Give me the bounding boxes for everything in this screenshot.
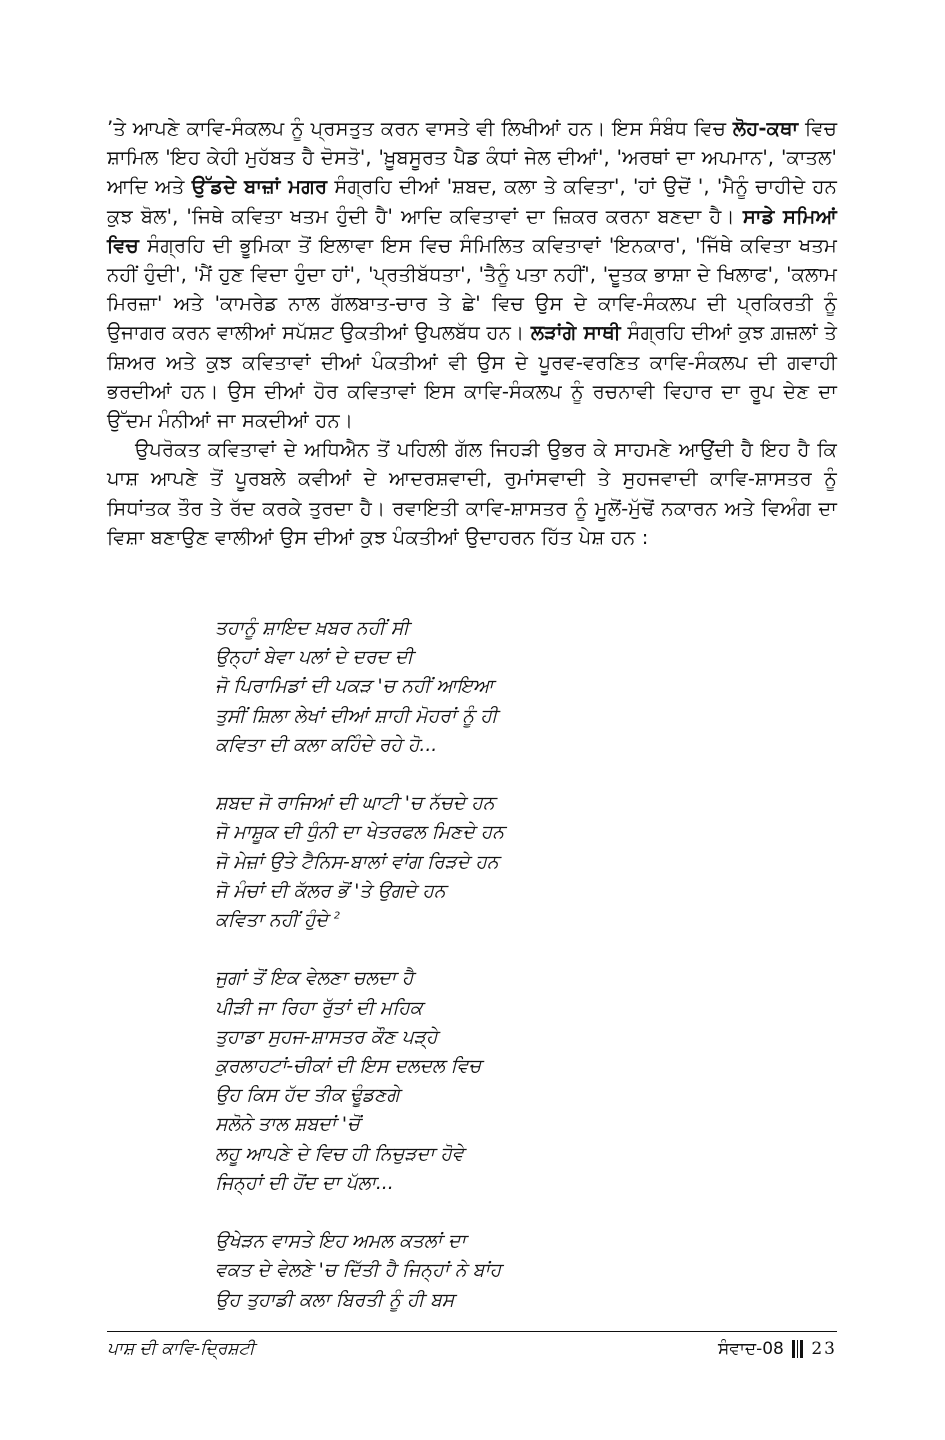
poem-line: ਜਿਨ੍ਹਾਂ ਦੀ ਹੋਂਦ ਦਾ ਪੱਲਾ... — [215, 1172, 394, 1194]
page-number: 23 — [811, 1339, 837, 1359]
stanza-3 — [215, 964, 815, 1198]
poem-line: ਜੁਗਾਂ ਤੋਂ ਇਕ ਵੇਲਣਾ ਚਲਦਾ ਹੈ — [215, 968, 414, 990]
poem-line: ਉਹ ਕਿਸ ਹੱਦ ਤੀਕ ਢੂੰਡਣਗੇ — [215, 1085, 400, 1107]
book-title-loh-katha: ਲੋਹ-ਕਥਾ — [732, 117, 799, 140]
poem-line: ਕੁਰਲਾਹਟਾਂ-ਚੀਕਾਂ ਦੀ ਇਸ ਦਲਦਲ ਵਿਚ — [215, 1056, 482, 1078]
poem-line: ਉਖੇੜਨ ਵਾਸਤੇ ਇਹ ਅਮਲ ਕਤਲਾਂ ਦਾ — [215, 1231, 466, 1253]
stanza-1 — [215, 614, 815, 760]
poem-line: ਉਨ੍ਹਾਂ ਬੇਵਾ ਪਲਾਂ ਦੇ ਦਰਦ ਦੀ — [215, 647, 414, 669]
poem-line-last — [215, 906, 815, 935]
poem-line: ਤੁਸੀਂ ਸ਼ਿਲਾ ਲੇਖਾਂ ਦੀਆਂ ਸ਼ਾਹੀ ਮੋਹਰਾਂ ਨੂੰ ਹੀ — [215, 705, 498, 727]
running-title: ਪਾਸ਼ ਦੀ ਕਾਵਿ-ਦ੍ਰਿਸ਼ਟੀ — [107, 1339, 255, 1359]
journal-name: ਸੰਵਾਦ-08 — [718, 1339, 784, 1359]
footer-right — [718, 1339, 837, 1359]
text-run: ਸੰਗ੍ਰਹਿ ਦੀ ਭੂਮਿਕਾ ਤੋਂ ਇਲਾਵਾ ਇਸ ਵਿਚ ਸੰਮਿਲਿਤ ਕਵਿਤਾਵਾਂ 'ਇਨਕਾਰ', 'ਜਿੱਥੇ ਕਵਿਤਾ ਖਤਮ ਨਹੀਂ ਹੁੰਦੀ', 'ਮੈਂ ਹੁਣ ਵਿਦਾ ਹੁੰਦਾ ਹਾਂ', 'ਪ੍ਰਤੀਬੱਧਤਾ', 'ਤੈਨੂੰ ਪਤਾ ਨਹੀਂ', 'ਦੂਤਕ ਭਾਸ਼ਾ ਦੇ ਖਿਲਾਫ', 'ਕਲਾਮ ਮਿਰਜ਼ਾ' ਅਤੇ 'ਕਾਮਰੇਡ ਨਾਲ ਗੱਲਬਾਤ-ਚਾਰ ਤੇ ਛੇ' ਵਿਚ ਉਸ ਦੇ ਕਾਵਿ-ਸੰਕਲਪ ਦੀ ਪ੍ਰਕਿਰਤੀ ਨੂੰ ਉਜਾਗਰ ਕਰਨ ਵਾਲੀਆਂ ਸਪੱਸ਼ਟ ਉਕਤੀਆਂ ਉਪਲਬੱਧ ਹਨ। — [107, 233, 837, 345]
bars-ornament-icon — [792, 1340, 804, 1358]
poem-line: ਵਕਤ ਦੇ ਵੇਲਣੇ 'ਚ ਦਿੱਤੀ ਹੈ ਜਿਨ੍ਹਾਂ ਨੇ ਬਾਂਹ — [215, 1260, 502, 1282]
paragraph-2: ਉਪਰੋਕਤ ਕਵਿਤਾਵਾਂ ਦੇ ਅਧਿਐਨ ਤੋਂ ਪਹਿਲੀ ਗੱਲ ਜਿਹੜੀ ਉਭਰ ਕੇ ਸਾਹਮਣੇ ਆਉਂਦੀ ਹੈ ਇਹ ਹੈ ਕਿ ਪਾਸ਼ ਆਪਣੇ ਤੋਂ ਪੂਰਬਲੇ ਕਵੀਆਂ ਦੇ ਆਦਰਸ਼ਵਾਦੀ, ਰੁਮਾਂਸਵਾਦੀ ਤੇ ਸੁਹਜਵਾਦੀ ਕਾਵਿ-ਸ਼ਾਸਤਰ ਨੂੰ ਸਿਧਾਂਤਕ ਤੌਰ ਤੇ ਰੱਦ ਕਰਕੇ ਤੁਰਦਾ ਹੈ। ਰਵਾਇਤੀ ਕਾਵਿ-ਸ਼ਾਸਤਰ ਨੂੰ ਮੂਲੋਂ-ਮੁੱਢੋਂ ਨਕਾਰਨ ਅਤੇ ਵਿਅੰਗ ਦਾ ਵਿਸ਼ਾ ਬਣਾਉਣ ਵਾਲੀਆਂ ਉਸ ਦੀਆਂ ਕੁਝ ਪੰਕਤੀਆਂ ਉਦਾਹਰਨ ਹਿੱਤ ਪੇਸ਼ ਹਨ : — [107, 438, 837, 549]
poem-line: ਤੁਹਾਡਾ ਸੁਹਜ-ਸ਼ਾਸਤਰ ਕੌਣ ਪੜ੍ਹੇ — [215, 1026, 438, 1048]
poem-line-text: ਕਵਿਤਾ ਨਹੀਂ ਹੁੰਦੇ — [215, 910, 328, 932]
poem-line: ਲਹੂ ਆਪਣੇ ਦੇ ਵਿਚ ਹੀ ਨਿਚੁੜਦਾ ਹੋਵੇ — [215, 1143, 464, 1165]
text-run: ਸੰਗ੍ਰਹਿ ਦੀਆਂ 'ਸ਼ਬਦ, ਕਲਾ ਤੇ ਕਵਿਤਾ', 'ਹਾਂ ਉਦੋਂ ', 'ਮੈਨੂੰ ਚਾਹੀਦੇ ਹਨ ਕੁਝ ਬੋਲ', 'ਜਿਥੇ ਕਵਿਤਾ ਖਤਮ ਹੁੰਦੀ ਹੈ' ਆਦਿ ਕਵਿਤਾਵਾਂ ਦਾ ਜ਼ਿਕਰ ਕਰਨਾ ਬਣਦਾ ਹੈ। — [107, 175, 837, 228]
book-title-udde-bazan-magar: ਉੱਡਦੇ ਬਾਜ਼ਾਂ ਮਗਰ — [191, 175, 328, 199]
text-run: ਸੰਗ੍ਰਹਿ ਦੀਆਂ ਕੁਝ ਗ਼ਜ਼ਲਾਂ ਤੇ ਸ਼ਿਅਰ ਅਤੇ ਕੁਝ ਕਵਿਤਾਵਾਂ ਦੀਆਂ ਪੰਕਤੀਆਂ ਵੀ ਉਸ ਦੇ ਪੂਰਵ-ਵਰਣਿਤ ਕਾਵਿ-ਸੰਕਲਪ ਦੀ ਗਵਾਹੀ ਭਰਦੀਆਂ ਹਨ। ਉਸ ਦੀਆਂ ਹੋਰ ਕਵਿਤਾਵਾਂ ਇਸ ਕਾਵਿ-ਸੰਕਲਪ ਨੂੰ ਰਚਨਾਵੀ ਵਿਹਾਰ ਦਾ ਰੂਪ ਦੇਣ ਦਾ ਉੱਦਮ ਮੰਨੀਆਂ ਜਾ ਸਕਦੀਆਂ ਹਨ। — [107, 321, 837, 433]
text-run: ’ਤੇ ਆਪਣੇ ਕਾਵਿ-ਸੰਕਲਪ ਨੂੰ ਪ੍ਰਸਤੁਤ ਕਰਨ ਵਾਸਤੇ ਵੀ ਲਿਖੀਆਂ ਹਨ। ਇਸ ਸੰਬੰਧ ਵਿਚ — [107, 117, 733, 140]
poem-line: ਪੀੜੀ ਜਾ ਰਿਹਾ ਰੁੱਤਾਂ ਦੀ ਮਹਿਕ — [215, 997, 423, 1019]
stanza-2 — [215, 789, 815, 935]
poem-line: ਤਹਾਨੂੰ ਸ਼ਾਇਦ ਖ਼ਬਰ ਨਹੀਂ ਸੀ — [215, 618, 410, 639]
poem-line: ਕਵਿਤਾ ਦੀ ਕਲਾ ਕਹਿੰਦੇ ਰਹੇ ਹੋ... — [215, 734, 438, 756]
poem-excerpt — [215, 614, 815, 1344]
footer-rule — [107, 1331, 837, 1332]
poem-line: ਜੋ ਮਾਸ਼ੂਕ ਦੀ ਧੁੰਨੀ ਦਾ ਖੇਤਰਫਲ ਮਿਣਦੇ ਹਨ — [215, 822, 505, 844]
poem-line: ਉਹ ਤੁਹਾਡੀ ਕਲਾ ਬਿਰਤੀ ਨੂੰ ਹੀ ਬਸ — [215, 1289, 455, 1311]
poem-line: ਜੋ ਮੰਚਾਂ ਦੀ ਕੱਲਰ ਭੋਂ 'ਤੇ ਉਗਦੇ ਹਨ — [215, 880, 446, 902]
paragraph-1 — [107, 114, 837, 435]
footnote-marker: 2 — [333, 910, 341, 922]
text-run: ਵਿਚ ਸ਼ਾਮਿਲ 'ਇਹ ਕੇਹੀ ਮੁਹੱਬਤ ਹੈ ਦੋਸਤੋ', 'ਖ਼ੂਬਸੂਰਤ ਪੈਡ ਕੰਧਾਂ ਜੇਲ ਦੀਆਂ', 'ਅਰਥਾਂ ਦਾ ਅਪਮਾਨ', 'ਕਾਤਲ' ਆਦਿ ਅਤੇ — [107, 117, 838, 199]
poem-line: ਸ਼ਬਦ ਜੋ ਰਾਜਿਆਂ ਦੀ ਘਾਟੀ 'ਚ ਨੱਚਦੇ ਹਨ — [215, 793, 495, 815]
poem-line: ਜੋ ਪਿਰਾਮਿਡਾਂ ਦੀ ਪਕੜ 'ਚ ਨਹੀਂ ਆਇਆ — [215, 676, 494, 698]
poem-line: ਸਲੋਨੇ ਤਾਲ ਸ਼ਬਦਾਂ 'ਚੋਂ — [215, 1114, 360, 1136]
body-text — [107, 114, 837, 552]
poem-line: ਜੋ ਮੇਜ਼ਾਂ ਉਤੇ ਟੈਨਿਸ-ਬਾਲਾਂ ਵਾਂਗ ਰਿੜਦੇ ਹਨ — [215, 851, 499, 873]
stanza-4 — [215, 1227, 815, 1315]
book-title-sade-samian-vich: ਸਾਡੇ ਸਮਿਆਂ ਵਿਚ — [107, 204, 837, 257]
book-title-ladange-sathi: ਲੜਾਂਗੇ ਸਾਥੀ — [530, 321, 621, 345]
